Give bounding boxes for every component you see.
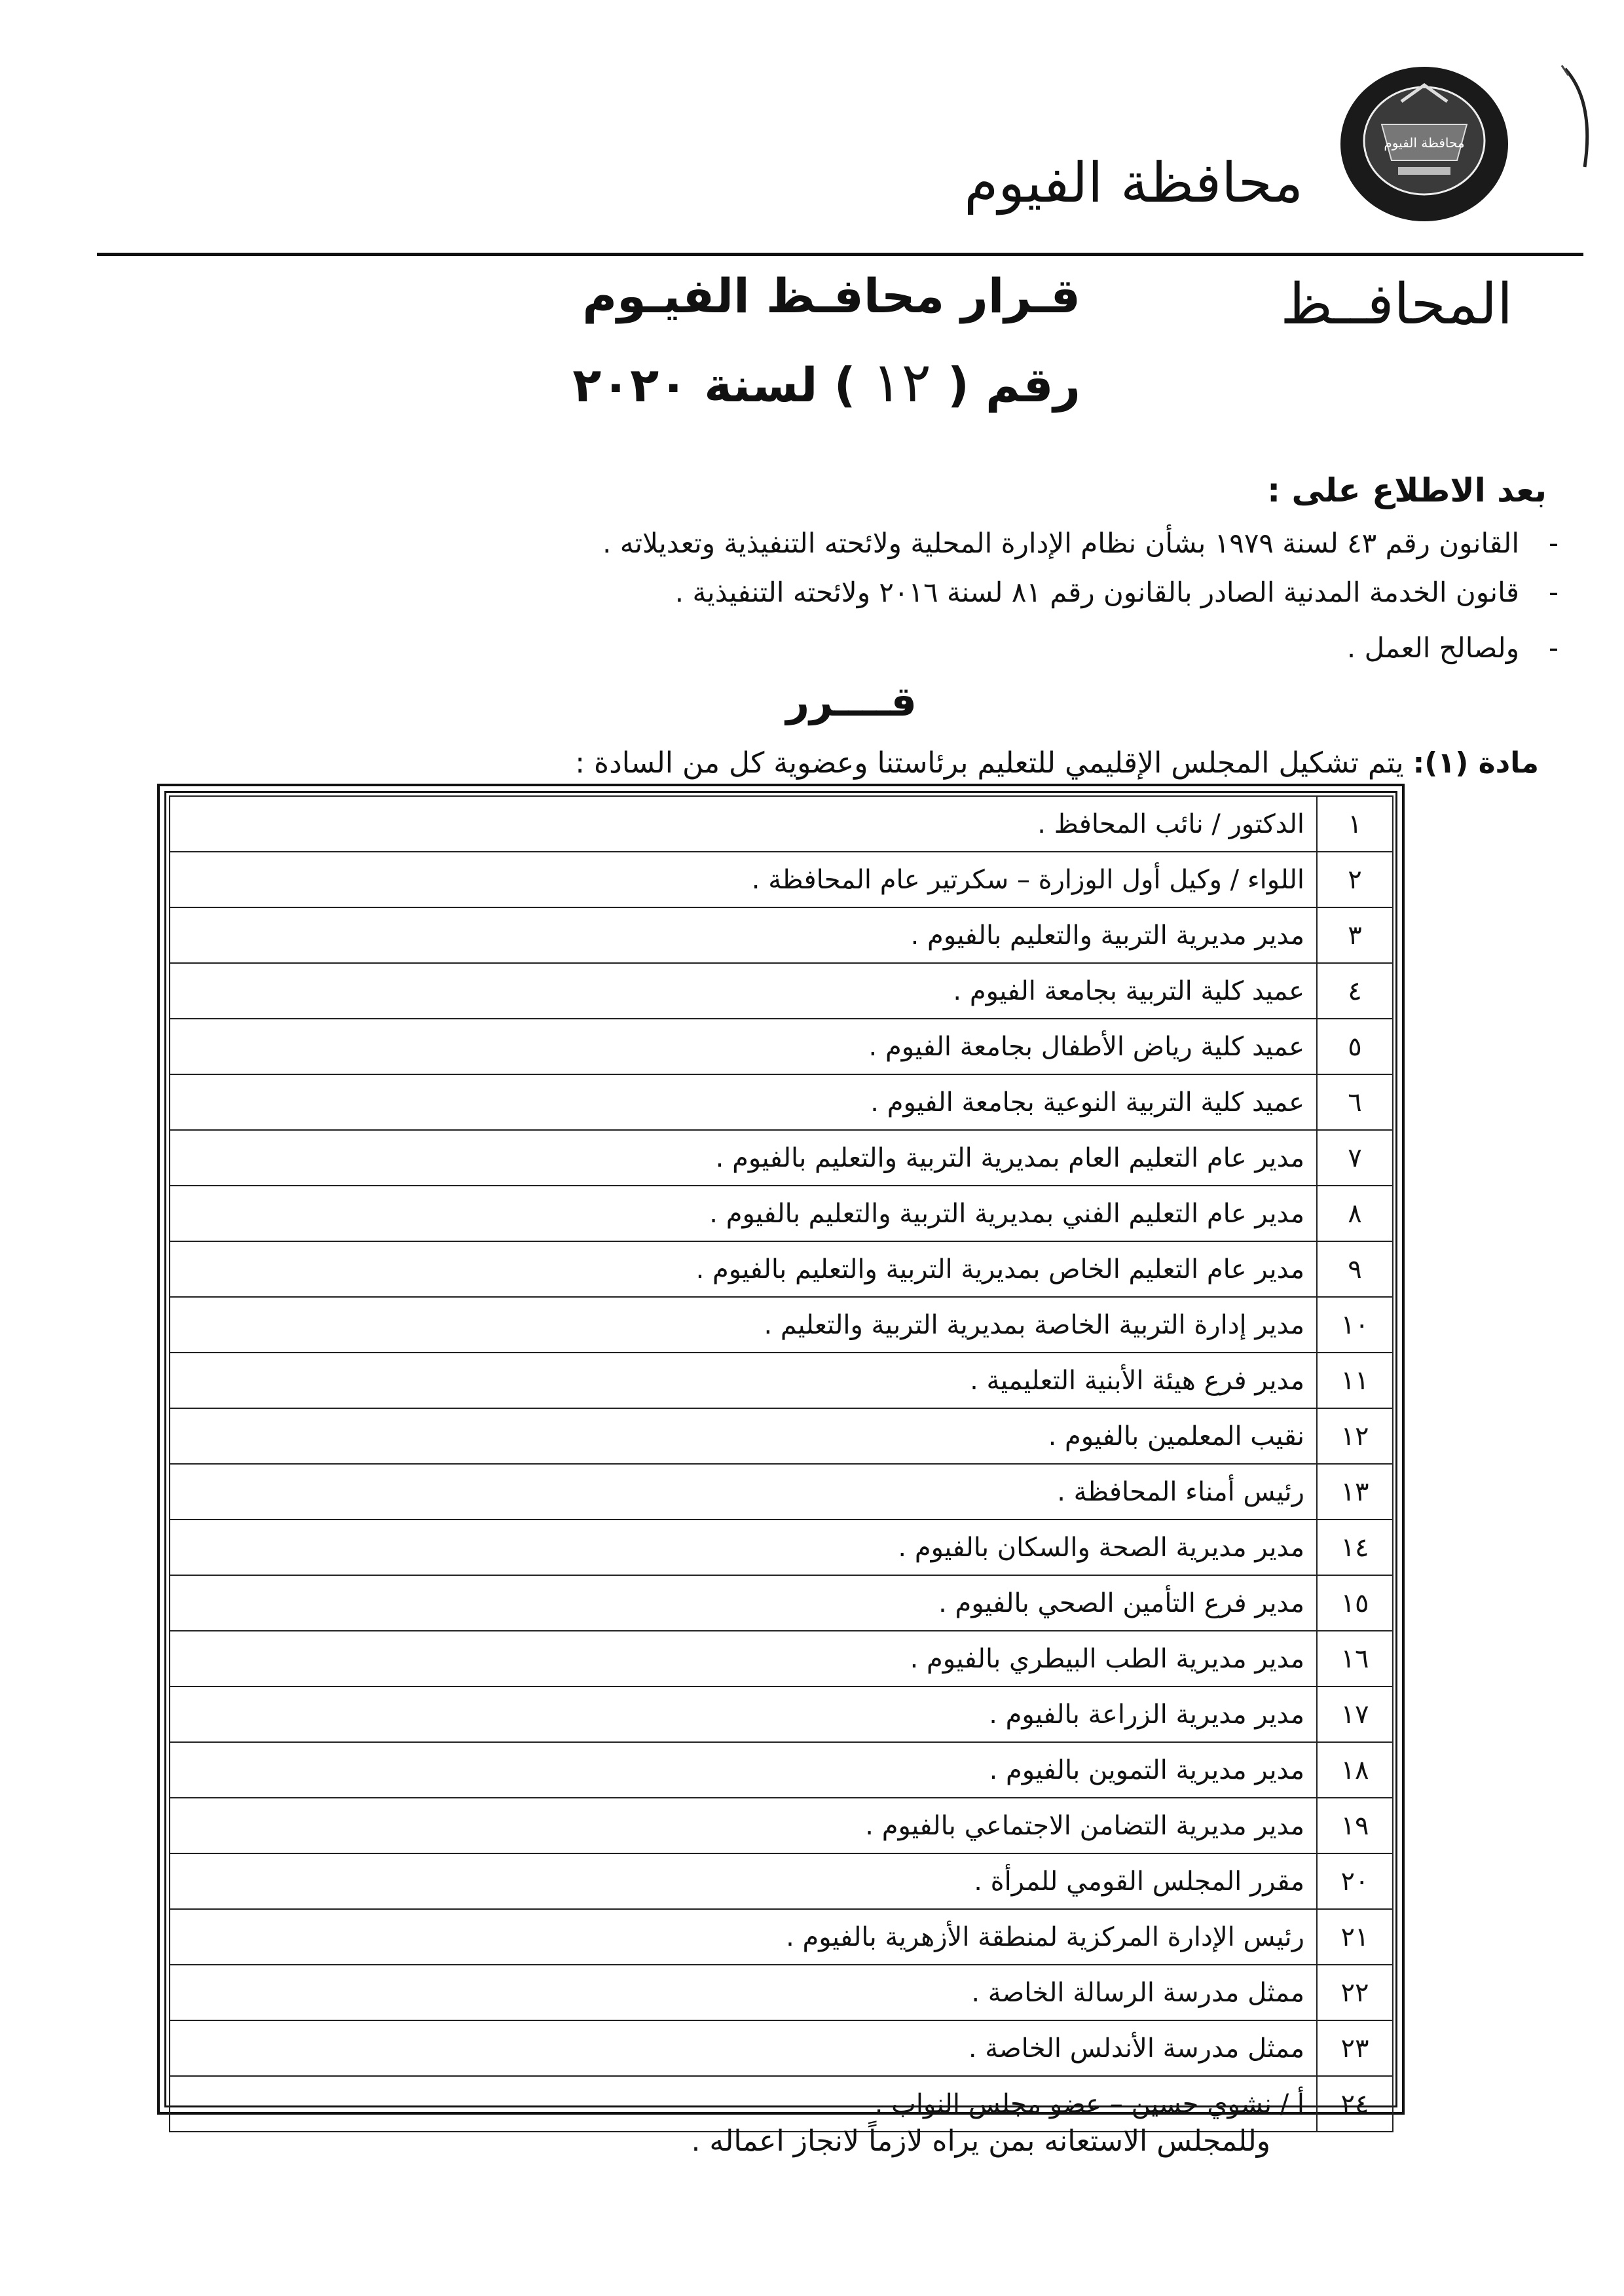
table-row: [170, 907, 1393, 963]
table-row: [170, 1520, 1393, 1575]
member-title: اللواء / وكيل أول الوزارة – سكرتير عام المحافظة .: [170, 852, 1317, 907]
member-title: مدير إدارة التربية الخاصة بمديرية التربية والتعليم .: [170, 1297, 1317, 1353]
table-row: [170, 1909, 1393, 1965]
member-number: ١٤: [1317, 1520, 1393, 1575]
member-number: ١٨: [1317, 1742, 1393, 1798]
member-number: ٢٢: [1317, 1965, 1393, 2020]
member-title: مدير مديرية الزراعة بالفيوم .: [170, 1686, 1317, 1742]
table-row: [170, 1353, 1393, 1408]
member-number: ١: [1317, 796, 1393, 852]
closing-statement: وللمجلس الاستعانه بمن يراه لازماً لانجاز اعماله .: [691, 2124, 1270, 2158]
decision-number-suffix: ) لسنة ٢٠٢٠: [572, 357, 856, 412]
table-row: [170, 1798, 1393, 1853]
member-number: ٣: [1317, 907, 1393, 963]
table-row: [170, 796, 1393, 852]
decision-heading: قــــرر: [786, 678, 917, 725]
member-title: مقرر المجلس القومي للمرأة .: [170, 1853, 1317, 1909]
table-row: [170, 1965, 1393, 2020]
member-title: مدير فرع هيئة الأبنية التعليمية .: [170, 1353, 1317, 1408]
member-number: ٢٣: [1317, 2020, 1393, 2076]
member-title: مدير مديرية التربية والتعليم بالفيوم .: [170, 907, 1317, 963]
reference-item: - قانون الخدمة المدنية الصادر بالقانون رقم ٨١ لسنة ٢٠١٦ ولائحته التنفيذية .: [675, 576, 1519, 608]
table-row: [170, 1241, 1393, 1297]
member-number: ١١: [1317, 1353, 1393, 1408]
table-row: [170, 852, 1393, 907]
member-number: ٢٤: [1317, 2076, 1393, 2132]
member-number: ٤: [1317, 963, 1393, 1019]
table-row: [170, 1186, 1393, 1241]
table-row: [170, 1408, 1393, 1464]
member-number: ٦: [1317, 1074, 1393, 1130]
member-number: ١٧: [1317, 1686, 1393, 1742]
member-title: رئيس أمناء المحافظة .: [170, 1464, 1317, 1520]
member-number: ١٩: [1317, 1798, 1393, 1853]
header-rule: [97, 253, 1583, 256]
member-title: ممثل مدرسة الأندلس الخاصة .: [170, 2020, 1317, 2076]
svg-text:محافظة الفيوم: محافظة الفيوم: [1384, 135, 1465, 151]
member-title: ممثل مدرسة الرسالة الخاصة .: [170, 1965, 1317, 2020]
member-number: ٧: [1317, 1130, 1393, 1186]
member-number: ٢٠: [1317, 1853, 1393, 1909]
members-table-body: [170, 796, 1393, 2132]
article-text: يتم تشكيل المجلس الإقليمي للتعليم برئاستنا وعضوية كل من السادة :: [575, 746, 1404, 780]
member-title: مدير مديرية التضامن الاجتماعي بالفيوم .: [170, 1798, 1317, 1853]
member-title: نقيب المعلمين بالفيوم .: [170, 1408, 1317, 1464]
member-number: ٨: [1317, 1186, 1393, 1241]
member-number: ١٥: [1317, 1575, 1393, 1631]
member-title: مدير مديرية التموين بالفيوم .: [170, 1742, 1317, 1798]
table-row: [170, 1130, 1393, 1186]
table-row: [170, 1686, 1393, 1742]
margin-mark: [1559, 62, 1604, 173]
office-title: المحافــظ: [1280, 272, 1513, 337]
members-table-grid: [169, 795, 1393, 2132]
member-title: أ / نشوي حسين – عضو مجلس النواب .: [170, 2076, 1317, 2132]
member-title: رئيس الإدارة المركزية لمنطقة الأزهرية بالفيوم .: [170, 1909, 1317, 1965]
table-row: [170, 2076, 1393, 2132]
reference-item: - القانون رقم ٤٣ لسنة ١٩٧٩ بشأن نظام الإدارة المحلية ولائحته التنفيذية وتعديلاته .: [602, 527, 1519, 559]
member-title: عميد كلية رياض الأطفال بجامعة الفيوم .: [170, 1019, 1317, 1074]
reference-item: - ولصالح العمل .: [1347, 632, 1519, 664]
member-number: ١٢: [1317, 1408, 1393, 1464]
decision-number-value: ١٢: [872, 350, 931, 414]
member-title: عميد كلية التربية بجامعة الفيوم .: [170, 963, 1317, 1019]
table-row: [170, 1631, 1393, 1686]
governorate-seal: [1336, 62, 1513, 226]
member-title: الدكتور / نائب المحافظ .: [170, 796, 1317, 852]
governorate-name: محافظة الفيوم: [964, 151, 1303, 215]
member-title: مدير عام التعليم الخاص بمديرية التربية والتعليم بالفيوم .: [170, 1241, 1317, 1297]
table-row: [170, 2020, 1393, 2076]
member-number: ١٦: [1317, 1631, 1393, 1686]
decision-number: [572, 350, 1080, 414]
table-row: [170, 963, 1393, 1019]
member-number: ٢١: [1317, 1909, 1393, 1965]
member-title: مدير عام التعليم العام بمديرية التربية والتعليم بالفيوم .: [170, 1130, 1317, 1186]
decision-title: قـرار محافـظ الفيـوم: [582, 268, 1080, 323]
member-number: ٥: [1317, 1019, 1393, 1074]
table-row: [170, 1853, 1393, 1909]
member-title: عميد كلية التربية النوعية بجامعة الفيوم .: [170, 1074, 1317, 1130]
member-title: مدير عام التعليم الفني بمديرية التربية والتعليم بالفيوم .: [170, 1186, 1317, 1241]
member-number: ٩: [1317, 1241, 1393, 1297]
member-title: مدير مديرية الصحة والسكان بالفيوم .: [170, 1520, 1317, 1575]
table-row: [170, 1297, 1393, 1353]
table-row: [170, 1074, 1393, 1130]
table-row: [170, 1464, 1393, 1520]
article-1: [575, 746, 1539, 780]
members-table: [157, 784, 1405, 2119]
member-number: ١٠: [1317, 1297, 1393, 1353]
decision-number-prefix: رقم (: [947, 357, 1080, 412]
member-number: ١٣: [1317, 1464, 1393, 1520]
table-row: [170, 1575, 1393, 1631]
table-row: [170, 1019, 1393, 1074]
article-label: مادة (١):: [1412, 746, 1539, 780]
table-row: [170, 1742, 1393, 1798]
member-title: مدير فرع التأمين الصحي بالفيوم .: [170, 1575, 1317, 1631]
member-number: ٢: [1317, 852, 1393, 907]
review-heading: بعد الاطلاع على :: [1267, 471, 1547, 509]
member-title: مدير مديرية الطب البيطري بالفيوم .: [170, 1631, 1317, 1686]
